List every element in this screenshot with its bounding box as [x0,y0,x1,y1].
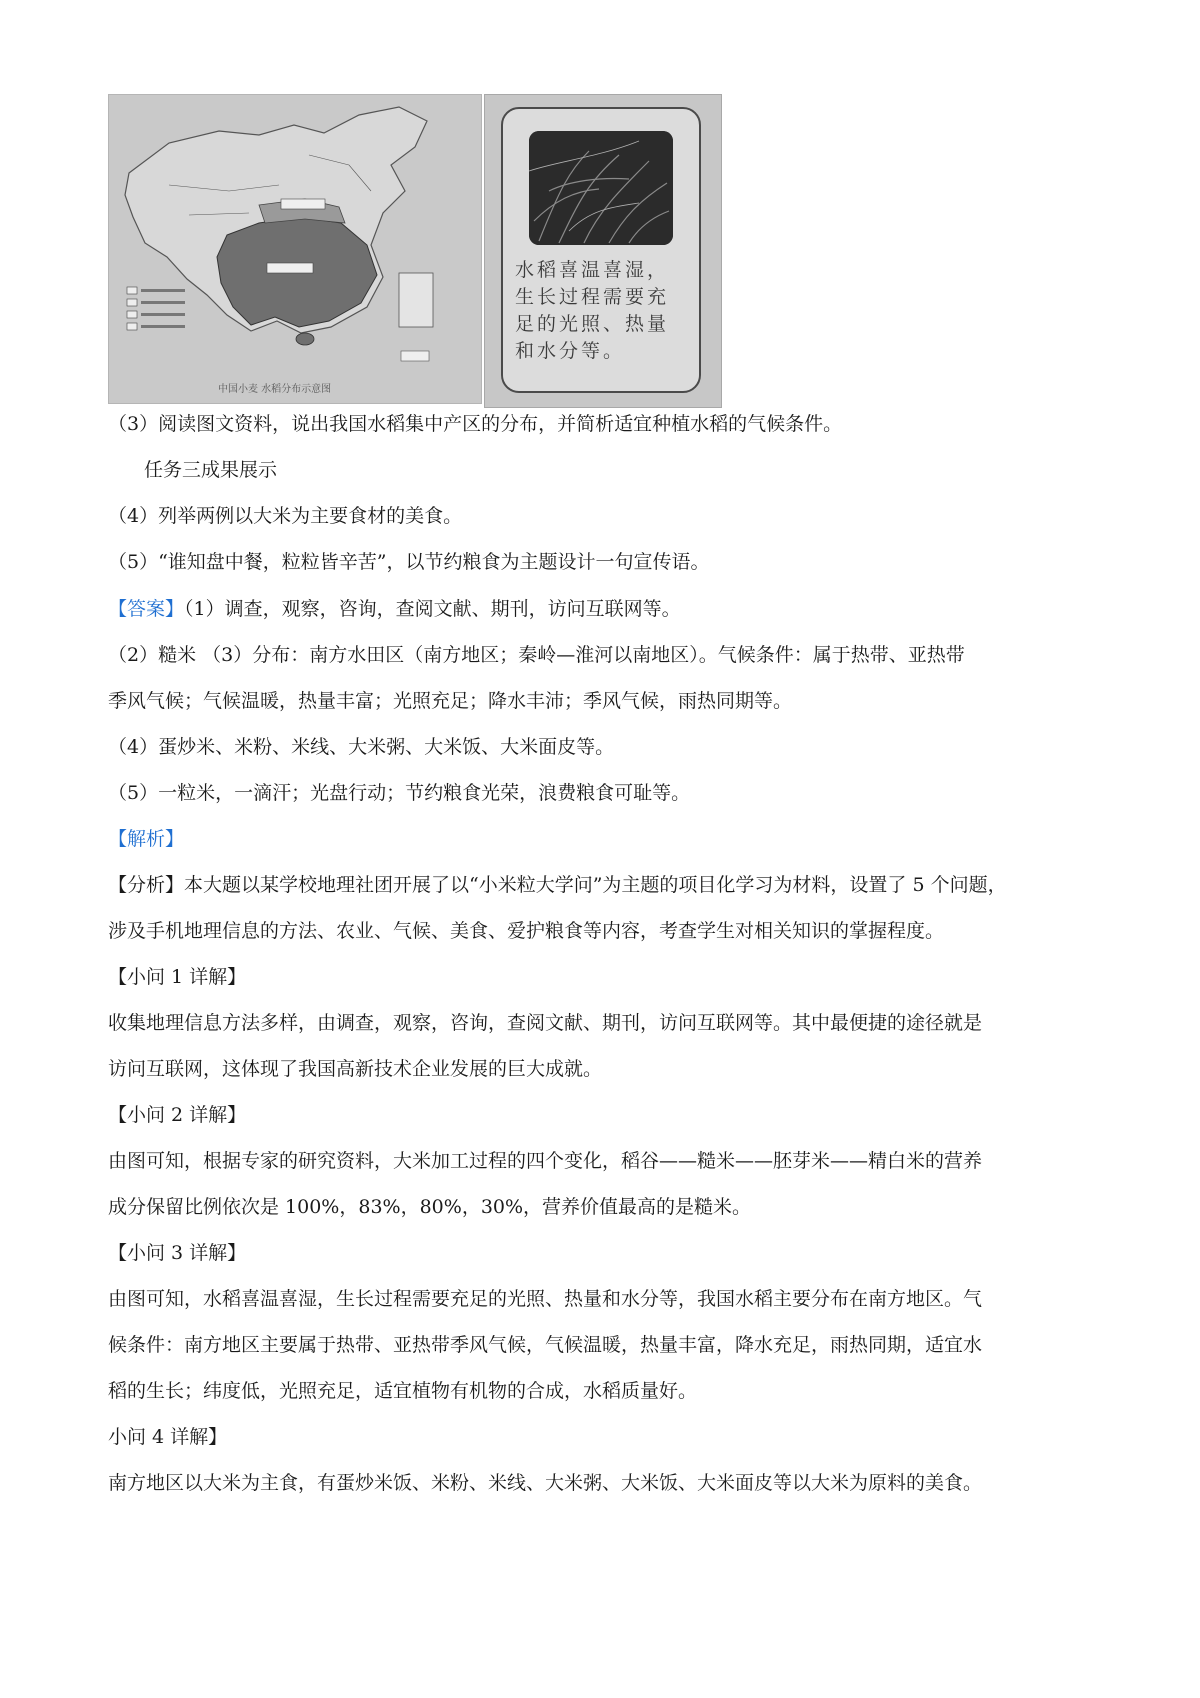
answer-2-3: （2）糙米 （3）分布：南方水田区（南方地区；秦岭—淮河以南地区）。气候条件：属于热带、亚热带 [108,644,965,666]
answer-5: （5）一粒米，一滴汗；光盘行动；节约粮食光荣，浪费粮食可耻等。 [108,782,691,804]
sub-question-2-text-2: 成分保留比例依次是 100%，83%，80%，30%，营养价值最高的是糙米。 [108,1196,752,1218]
sub-question-3-text-2: 候条件：南方地区主要属于热带、亚热带季风气候，气候温暖，热量丰富，降水充足，雨热同期，适宜水 [108,1334,983,1356]
rice-distribution-figure [108,94,720,406]
sub-question-2-heading: 【小问 2 详解】 [108,1104,247,1126]
answer-1: （1）调查，观察，咨询，查阅文献、期刊，访问互联网等。 [184,598,681,620]
china-map-image [108,94,482,404]
sub-question-3-heading: 【小问 3 详解】 [108,1242,247,1264]
analysis-summary-2: 涉及手机地理信息的方法、农业、气候、美食、爱护粮食等内容，考查学生对相关知识的掌握程度。 [108,920,945,942]
sub-question-3-text-1: 由图可知，水稻喜温喜湿，生长过程需要充足的光照、热量和水分等，我国水稻主要分布在南方地区。气 [108,1288,983,1310]
question-5: （5）“谁知盘中餐，粒粒皆辛苦”，以节约粮食为主题设计一句宣传语。 [108,551,710,573]
answer-label: 【答案】 [108,598,185,620]
rice-plant-photo [529,131,673,245]
china-map-drawing [109,95,481,403]
question-4: （4）列举两例以大米为主要食材的美食。 [108,505,463,527]
task-3-heading: 任务三成果展示 [144,459,278,481]
answer-3-continued: 季风气候；气候温暖，热量丰富；光照充足；降水丰沛；季风气候，雨热同期等。 [108,690,793,712]
question-3: （3）阅读图文资料，说出我国水稻集中产区的分布，并简析适宜种植水稻的气候条件。 [108,413,843,435]
analysis-summary-1: 【分析】本大题以某学校地理社团开展了以“小米粒大学问”为主题的项目化学习为材料，设置了 5 个问题， [108,874,1007,896]
sub-question-1-heading: 【小问 1 详解】 [108,966,247,988]
card-frame [501,107,701,393]
sub-question-1-text-1: 收集地理信息方法多样，由调查，观察，咨询，查阅文献、期刊，访问互联网等。其中最便捷的途径就是 [108,1012,983,1034]
sub-question-1-text-2: 访问互联网，这体现了我国高新技术企业发展的巨大成就。 [108,1058,603,1080]
map-caption: 中国小麦 水稻分布示意图 [218,384,332,395]
sub-question-4-text-1: 南方地区以大米为主食，有蛋炒米饭、米粉、米线、大米粥、大米饭、大米面皮等以大米为原料的美食。 [108,1472,983,1494]
rice-photo-drawing [529,131,673,245]
answer-line-1 [108,596,681,622]
sub-question-2-text-1: 由图可知，根据专家的研究资料，大米加工过程的四个变化，稻谷——糙米——胚芽米——精白米的营养 [108,1150,983,1172]
rice-info-card [484,94,722,408]
sub-question-3-text-3: 稻的生长；纬度低，光照充足，适宜植物有机物的合成，水稻质量好。 [108,1380,698,1402]
answer-4: （4）蛋炒米、米粉、米线、大米粥、大米饭、大米面皮等。 [108,736,615,758]
sub-question-4-heading: 小问 4 详解】 [108,1426,228,1448]
card-caption: 水稻喜温喜湿，生长过程需要充足的光照、热量和水分等。 [515,259,670,362]
analysis-label: 【解析】 [108,828,185,850]
